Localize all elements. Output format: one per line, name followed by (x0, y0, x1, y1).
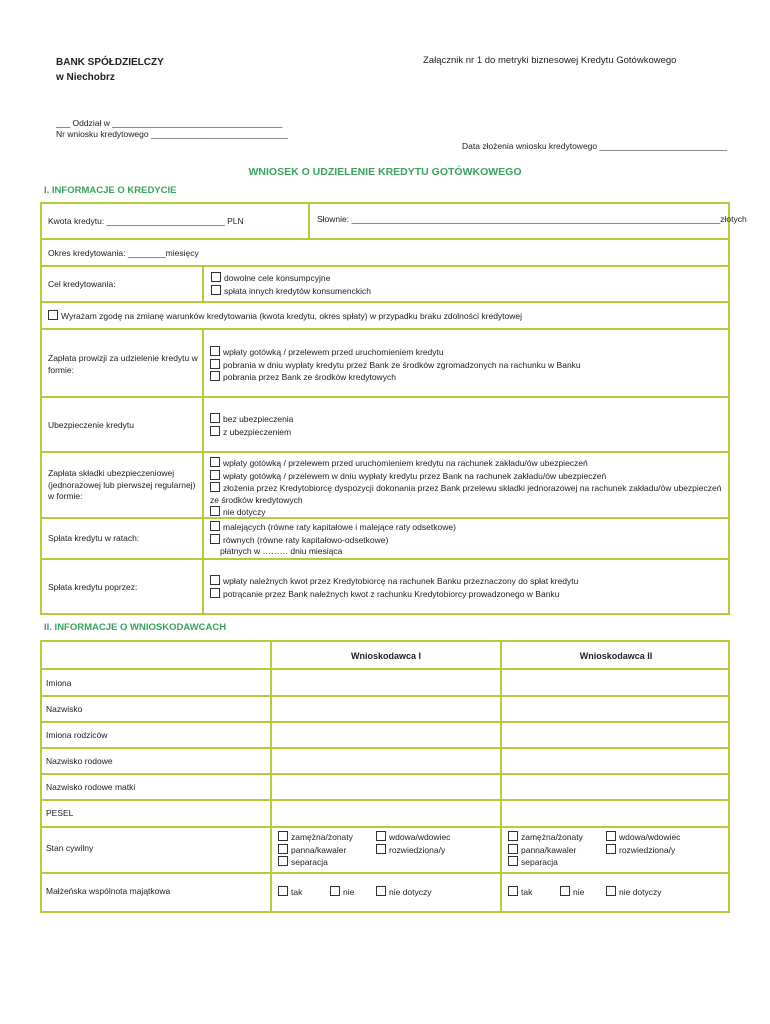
marital-option[interactable]: zamężna/żonaty (278, 831, 353, 844)
checkbox-icon[interactable] (210, 359, 220, 369)
row-label-property: Małżeńska wspólnota majątkowa (46, 886, 171, 896)
bank-city: w Niechobrz (56, 72, 115, 83)
applicant-2-header: Wnioskodawca II (579, 651, 653, 661)
applicant-1-header: Wnioskodawca I (350, 651, 421, 661)
checkbox-icon[interactable] (508, 856, 518, 866)
property-option[interactable]: tak (278, 886, 302, 899)
insurance-row (40, 396, 730, 453)
commission-option[interactable]: pobrania w dniu wypłaty kredytu przez Bank ze środków zgromadzonych na rachunku w Banku (210, 359, 581, 372)
commission-options (210, 346, 581, 384)
commission-option[interactable]: wpłaty gotówką / przelewem przed uruchomieniem kredytu (210, 346, 581, 359)
checkbox-icon[interactable] (211, 285, 221, 295)
marital-options-applicant-1 (278, 831, 353, 869)
installments-option[interactable]: malejących (równe raty kapitałowe i malejące raty odsetkowe) (210, 521, 456, 534)
checkbox-icon[interactable] (330, 886, 340, 896)
checkbox-icon[interactable] (278, 844, 288, 854)
checkbox-icon[interactable] (606, 844, 616, 854)
consent-option[interactable]: Wyrażam zgodę na zmianę warunków kredytowania (kwota kredytu, okres spłaty) w przypadku braku zdolności kredytowej (48, 310, 522, 323)
checkbox-icon[interactable] (210, 534, 220, 544)
installments-options (210, 521, 456, 558)
row-label-first-names: Imiona (46, 678, 72, 688)
amount-field[interactable]: Kwota kredytu: _________________________ PLN (48, 216, 244, 226)
checkbox-icon[interactable] (606, 886, 616, 896)
checkbox-icon[interactable] (210, 482, 220, 492)
marital-option[interactable]: separacja (278, 856, 353, 869)
commission-label: Zapłata prowizji za udzielenie kredytu w formie: (48, 353, 198, 375)
checkbox-icon[interactable] (210, 575, 220, 585)
checkbox-icon[interactable] (508, 886, 518, 896)
section1-heading: I. INFORMACJE O KREDYCIE (44, 185, 177, 196)
repayment-option[interactable]: wpłaty należnych kwot przez Kredytobiorcę na rachunek Banku przeznaczony do spłat kredytu (210, 575, 578, 588)
checkbox-icon[interactable] (376, 886, 386, 896)
premium-option[interactable]: złożenia przez Kredytobiorcę dyspozycji dokonania przez Bank przelewu składki jednorazowej na rachunek zakładu/ów ubezpieczeń ze środków kredytowych (210, 483, 722, 505)
row-label-marital-status: Stan cywilny (46, 843, 94, 853)
checkbox-icon[interactable] (376, 831, 386, 841)
checkbox-icon[interactable] (210, 413, 220, 423)
bank-name: BANK SPÓŁDZIELCZY (56, 57, 164, 68)
property-option[interactable]: nie (560, 886, 584, 899)
checkbox-icon[interactable] (508, 844, 518, 854)
checkbox-icon[interactable] (210, 506, 220, 516)
checkbox-icon[interactable] (278, 831, 288, 841)
repayment-label: Spłata kredytu poprzez: (48, 582, 138, 592)
bank-name-block (56, 55, 164, 85)
marital-option[interactable]: zamężna/żonaty (508, 831, 583, 844)
checkbox-icon[interactable] (210, 346, 220, 356)
checkbox-icon[interactable] (560, 886, 570, 896)
premium-label: Zapłata składki ubezpieczeniowej (jednorazowej lub pierwszej regularnej) w formie: (48, 468, 196, 501)
attachment-note: Załącznik nr 1 do metryki biznesowej Kredytu Gotówkowego (423, 55, 677, 66)
purpose-label: Cel kredytowania: (48, 279, 116, 289)
purpose-option[interactable]: dowolne cele konsumpcyjne (211, 272, 371, 285)
checkbox-icon[interactable] (210, 371, 220, 381)
checkbox-icon[interactable] (210, 588, 220, 598)
checkbox-icon[interactable] (376, 844, 386, 854)
period-field[interactable]: Okres kredytowania: ________miesięcy (48, 248, 199, 258)
checkbox-icon[interactable] (210, 521, 220, 531)
installments-due-field[interactable]: płatnych w ……… dniu miesiąca (220, 546, 343, 556)
marital-option[interactable]: panna/kawaler (508, 844, 583, 857)
installments-option[interactable]: równych (równe raty kapitałowo-odsetkowe) (210, 534, 456, 547)
purpose-option[interactable]: spłata innych kredytów konsumenckich (211, 285, 371, 298)
checkbox-icon[interactable] (210, 426, 220, 436)
marital-option[interactable]: wdowa/wdowiec (376, 831, 450, 844)
row-label-mother-maiden-name: Nazwisko rodowe matki (46, 782, 136, 792)
branch-field[interactable]: ___ Oddział w ____________________________________ (56, 118, 283, 128)
row-label-surname: Nazwisko (46, 704, 83, 714)
form-title: WNIOSEK O UDZIELENIE KREDYTU GOTÓWKOWEGO (248, 166, 522, 178)
marital-option[interactable]: wdowa/wdowiec (606, 831, 680, 844)
checkbox-icon[interactable] (210, 470, 220, 480)
premium-option[interactable]: nie dotyczy (210, 506, 725, 519)
checkbox-icon[interactable] (211, 272, 221, 282)
marital-options-applicant-1b (376, 831, 450, 856)
repayment-option[interactable]: potrącanie przez Bank należnych kwot z rachunku Kredytobiorcy prowadzonego w Banku (210, 588, 578, 601)
purpose-options (211, 272, 371, 297)
insurance-option[interactable]: bez ubezpieczenia (210, 413, 293, 426)
row-label-pesel: PESEL (46, 808, 74, 818)
insurance-options (210, 413, 293, 438)
insurance-label: Ubezpieczenie kredytu (48, 420, 134, 430)
property-option[interactable]: nie (330, 886, 354, 899)
checkbox-icon[interactable] (606, 831, 616, 841)
marital-option[interactable]: panna/kawaler (278, 844, 353, 857)
property-option[interactable]: nie dotyczy (606, 886, 662, 899)
amount-words-field[interactable]: Słownie: ______________________________________________________________________________złotych (317, 214, 747, 224)
marital-option[interactable]: rozwiedziona/y (376, 844, 450, 857)
property-option[interactable]: tak (508, 886, 532, 899)
application-number-field[interactable]: Nr wniosku kredytowego _____________________________ (56, 129, 289, 139)
checkbox-icon[interactable] (278, 856, 288, 866)
submission-date-field[interactable]: Data złożenia wniosku kredytowego ___________________________ (462, 141, 728, 151)
checkbox-icon[interactable] (48, 310, 58, 320)
marital-options-applicant-2b (606, 831, 680, 856)
marital-option[interactable]: separacja (508, 856, 583, 869)
row-label-maiden-name: Nazwisko rodowe (46, 756, 113, 766)
branch-block (56, 118, 288, 140)
checkbox-icon[interactable] (278, 886, 288, 896)
section2-heading: II. INFORMACJE O WNIOSKODAWCACH (44, 622, 227, 633)
repayment-options (210, 575, 578, 600)
row-label-parents-names: Imiona rodziców (46, 730, 108, 740)
property-option[interactable]: nie dotyczy (376, 886, 432, 899)
checkbox-icon[interactable] (508, 831, 518, 841)
insurance-option[interactable]: z ubezpieczeniem (210, 426, 293, 439)
marital-options-applicant-2 (508, 831, 583, 869)
marital-option[interactable]: rozwiedziona/y (606, 844, 680, 857)
purpose-row (40, 265, 730, 303)
installments-label: Spłata kredytu w ratach: (48, 533, 140, 543)
commission-option[interactable]: pobrania przez Bank ze środków kredytowych (210, 371, 581, 384)
premium-option[interactable]: wpłaty gotówką / przelewem przed uruchomieniem kredytu na rachunek zakładu/ów ubezpieczeń (210, 457, 725, 470)
premium-option[interactable]: wpłaty gotówką / przelewem w dniu wypłaty kredytu przez Bank na rachunek zakładu/ów ubezpieczeń (210, 470, 725, 483)
checkbox-icon[interactable] (210, 457, 220, 467)
premium-options (210, 457, 725, 519)
